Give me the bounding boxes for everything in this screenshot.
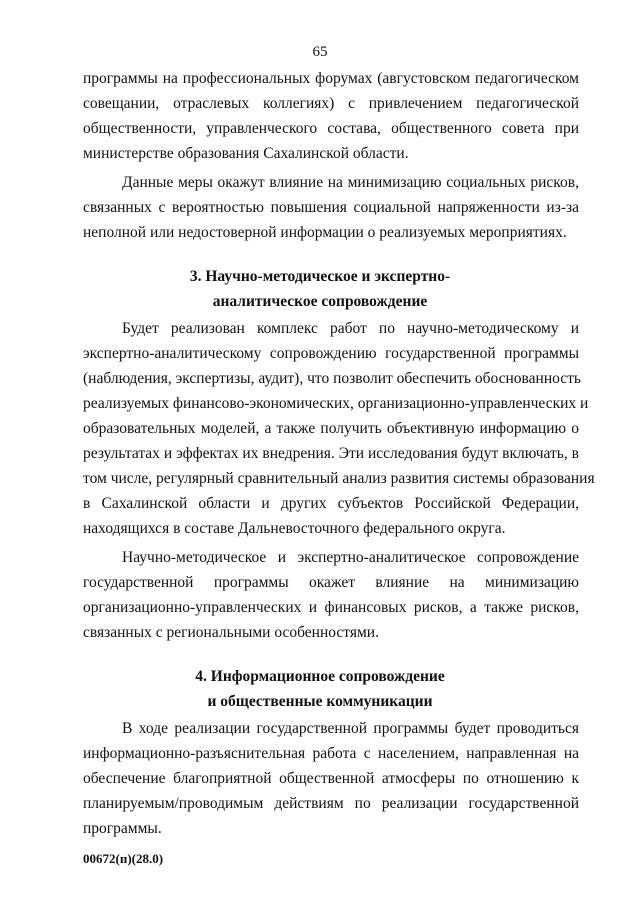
text-line: министерстве образования Сахалинской области.	[83, 145, 409, 162]
text-line: образовательных моделей, а также получить объективную информацию о	[83, 420, 579, 437]
text-line: реализуемых финансово-экономических, организационно-управленческих и	[83, 395, 589, 412]
text-line: организационно-управленческих и финансовых рисков, а также рисков,	[83, 599, 579, 616]
text-line: связанных с региональными особенностями.	[83, 624, 379, 641]
text-line: находящихся в составе Дальневосточного федерального округа.	[83, 520, 506, 537]
text-line: государственной программы окажет влияние на минимизацию	[83, 574, 579, 591]
text-line: в Сахалинской области и других субъектов Российской Федерации,	[83, 495, 579, 512]
page-number: 65	[312, 44, 328, 60]
text-line: экспертно-аналитическому сопровождению государственной программы	[83, 345, 579, 362]
section-3-heading-line-1: 3. Научно-методическое и экспертно-	[189, 268, 451, 285]
text-line: информационно-разъяснительная работа с населением, направленная на	[83, 745, 579, 762]
text-line: совещании, отраслевых коллегиях) с привлечением педагогической	[83, 95, 579, 112]
text-line: В ходе реализации государственной программы будет проводиться	[122, 720, 579, 737]
text-line: планируемым/проводимым действиям по реализации государственной	[83, 795, 579, 812]
text-line: общественности, управленческого состава, общественного совета при	[83, 120, 579, 137]
section-4-heading-line-2: и общественные коммуникации	[207, 693, 433, 710]
text-line: Научно-методическое и экспертно-аналитическое сопровождение	[122, 549, 579, 566]
footer-document-code: 00672(п)(28.0)	[83, 851, 164, 866]
text-line: том числе, регулярный сравнительный анализ развития системы образования	[83, 470, 595, 487]
section-3-heading-line-2: аналитическое сопровождение	[212, 293, 428, 310]
text-line: (наблюдения, экспертизы, аудит), что позволит обеспечить обоснованность	[83, 370, 581, 387]
section-4-heading-line-1: 4. Информационное сопровождение	[195, 668, 445, 685]
text-line: программы.	[83, 820, 162, 837]
text-line: Будет реализован комплекс работ по научно-методическому и	[122, 320, 579, 337]
text-line: связанных с вероятностью повышения социальной напряженности из-за	[83, 199, 579, 216]
text-line: Данные меры окажут влияние на минимизацию социальных рисков,	[122, 174, 579, 191]
text-line: результатах и эффектах их внедрения. Эти исследования будут включать, в	[83, 445, 579, 462]
text-line: обеспечение благоприятной общественной атмосферы по отношению к	[83, 770, 579, 787]
text-line: неполной или недостоверной информации о реализуемых мероприятиях.	[83, 224, 567, 241]
text-line: программы на профессиональных форумах (августовском педагогическом	[83, 70, 579, 87]
